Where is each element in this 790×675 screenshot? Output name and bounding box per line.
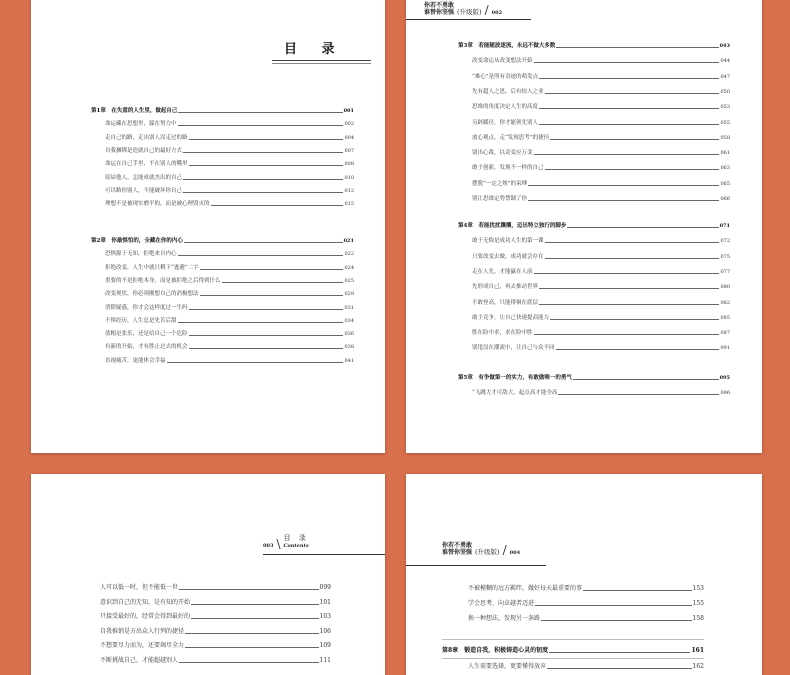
entry-title: 不惧经历，人生总是先苦后甜 xyxy=(105,317,177,324)
running-title-en: Contents xyxy=(283,543,309,549)
page-number: 001 xyxy=(343,108,354,114)
page-number: 015 xyxy=(344,201,354,208)
chapter-entry xyxy=(442,646,704,655)
leader-line xyxy=(178,322,344,323)
leader-line xyxy=(179,662,319,663)
page-number: 080 xyxy=(720,284,730,291)
title-rule xyxy=(272,60,371,61)
entry-title: “飞跳大才可敌大，起点高才能全高 xyxy=(472,390,558,397)
page-number: 022 xyxy=(344,251,354,258)
leader-line xyxy=(528,185,719,186)
toc-entry xyxy=(100,627,331,636)
chapter-title: 第8章 锻造自我，积极铸造心灵的韧度 xyxy=(442,647,549,654)
entry-title: 先形成自己，再去推动世界 xyxy=(472,284,539,291)
page-number: 066 xyxy=(720,196,730,202)
page-number: 061 xyxy=(720,150,730,157)
toc-entry xyxy=(472,300,730,307)
page-number: 065 xyxy=(720,180,730,187)
page-number: 087 xyxy=(720,330,730,337)
entry-title: 自我捆绑是造就自己的最好方式 xyxy=(105,147,183,154)
entry-title: 理想不是被现实磨平的，而是被心理毁灭的 xyxy=(105,201,210,208)
leader-line xyxy=(556,47,718,48)
leader-line xyxy=(583,590,692,591)
entry-divider xyxy=(442,658,704,659)
page-number: 053 xyxy=(720,104,730,111)
page-number: 043 xyxy=(719,43,730,49)
leader-line xyxy=(189,335,344,336)
entry-title: 放心观点，走“发现思考”的捷径 xyxy=(472,134,550,141)
toc-entry xyxy=(472,390,730,397)
page-number: 012 xyxy=(344,187,354,194)
toc-entry xyxy=(472,120,730,127)
entry-title: 先有超人之思，后有惊人之业 xyxy=(472,88,544,95)
leader-line xyxy=(550,319,719,320)
toc-entry xyxy=(105,278,354,285)
leader-line xyxy=(200,295,344,296)
page-number: 036 xyxy=(344,331,354,338)
book-title: 你若不勇敢 谁替你坚强 xyxy=(442,542,473,556)
leader-line xyxy=(539,288,719,289)
entry-title: 蓝帽是张乐，还是给自己一个危险 xyxy=(105,331,188,338)
entry-title: 走在人先，才能赢在人前 xyxy=(472,268,533,275)
leader-line xyxy=(549,652,690,653)
entry-title: 不断挑战自己，才能超越别人 xyxy=(100,656,179,664)
entry-title: 可以略你别人，不能破坏你自己 xyxy=(105,187,183,194)
leader-line xyxy=(556,349,720,350)
entry-title: 只接受最好的，经常会得到最好的 xyxy=(100,613,191,620)
toc-entry xyxy=(105,344,354,351)
leader-line xyxy=(189,139,344,140)
running-header xyxy=(263,533,309,549)
book-title: 你若不勇敢 谁替你坚强 xyxy=(424,2,455,16)
page-number: 055 xyxy=(720,119,730,126)
chapter-title: 第4章 若能扰扰攘攘，迈出特立独行的脚步 xyxy=(458,223,567,229)
leader-line xyxy=(189,165,344,166)
entry-title: 换一种想法，发现另一条路 xyxy=(468,615,541,622)
leader-line xyxy=(534,273,720,274)
entry-title: 敢于竞争，让自己快速提高能力 xyxy=(472,314,550,321)
leader-line xyxy=(178,112,342,113)
leader-line xyxy=(534,154,720,155)
header-slash: \ xyxy=(276,537,281,551)
page-number: 099 xyxy=(319,584,331,591)
page-number: 162 xyxy=(692,663,704,670)
leader-line xyxy=(567,227,718,228)
entry-title: 命运在自己手里，不在别人的嘴里 xyxy=(105,161,188,168)
toc-entry xyxy=(472,58,730,65)
entry-title: 不被模糊的远方羁绊，做好每天最重要的事 xyxy=(468,585,583,592)
leader-line xyxy=(183,179,343,180)
entry-title: 人生需要选择，更要懂得放弃 xyxy=(468,663,547,670)
entry-divider xyxy=(442,639,704,640)
entry-title: 原谅他人，怎能成就杰出的自己 xyxy=(105,174,183,181)
entry-title: 消除疑惑，你才会这样度过一生吗 xyxy=(105,304,188,311)
toc-entry xyxy=(100,583,331,592)
header-line xyxy=(406,19,531,20)
entry-title: 走自己的路，走出别人没走过的路 xyxy=(105,134,188,141)
entry-title: 自我推销是方出众人行列的捷径 xyxy=(100,627,185,635)
chapter-entry xyxy=(458,375,730,382)
running-header xyxy=(442,542,520,556)
page-number: 025 xyxy=(344,277,354,284)
leader-line xyxy=(183,192,343,193)
entry-title: 恐惧源于无知，拒绝来自内心 xyxy=(105,251,177,258)
leader-line xyxy=(573,379,719,380)
leader-line xyxy=(200,269,344,270)
page-number: 158 xyxy=(692,615,704,622)
leader-line xyxy=(539,124,719,125)
leader-line xyxy=(183,152,343,153)
running-header xyxy=(424,2,502,16)
page-number: 155 xyxy=(692,600,704,607)
leader-line xyxy=(528,200,719,201)
page-number: 109 xyxy=(319,642,331,649)
entry-title: 胜在险中求，求在险中胜 xyxy=(472,330,533,337)
toc-entry xyxy=(100,656,331,665)
chapter-title: 第1章 在失意的人生里，做起自己 xyxy=(91,108,178,114)
page-number: 038 xyxy=(344,344,354,351)
toc-entry xyxy=(105,188,354,195)
leader-line xyxy=(539,304,719,305)
entry-title: 别让思维定势禁锢了你 xyxy=(472,196,528,202)
page-number: 031 xyxy=(344,304,354,311)
entry-title: “难心”是所有奇迹的萌发点 xyxy=(472,73,539,80)
entry-title: 学会思考，向卓越者迈进 xyxy=(468,600,535,607)
header-line xyxy=(263,554,385,555)
entry-title: 另辟蹊径，你才能领先别人 xyxy=(472,119,539,126)
toc-entry xyxy=(472,150,730,157)
toc-entry xyxy=(472,74,730,81)
leader-line xyxy=(167,362,344,363)
page-number: 029 xyxy=(344,291,354,298)
toc-entry xyxy=(100,598,331,607)
page-number: 002 xyxy=(491,10,503,16)
page-number: 058 xyxy=(720,134,730,141)
leader-line xyxy=(534,334,720,335)
toc-entry xyxy=(472,89,730,96)
leader-line xyxy=(211,205,344,206)
chapter-entry xyxy=(458,223,730,230)
leader-line xyxy=(189,309,344,310)
page-number: 091 xyxy=(720,345,730,352)
entry-title: 改变现状，你必须刚想自己的消极想法 xyxy=(105,291,199,298)
toc-page-4 xyxy=(406,474,762,675)
toc-entry xyxy=(105,265,354,272)
leader-line xyxy=(178,125,344,126)
page-number: 106 xyxy=(319,627,331,635)
leader-line xyxy=(539,78,719,79)
entry-title: 直视痛苦，更能体会幸福 xyxy=(105,357,166,364)
toc-entry xyxy=(105,148,354,155)
leader-line xyxy=(191,604,319,605)
entry-title: 不敢登高，只能徘徊在底层 xyxy=(472,299,539,306)
toc-entry xyxy=(100,641,331,650)
leader-line xyxy=(545,93,720,94)
page-number: 044 xyxy=(720,58,730,65)
toc-entry xyxy=(472,269,730,276)
entry-title: 敢于创新，发现不一样的自己 xyxy=(472,165,544,172)
toc-entry xyxy=(105,161,354,168)
page-number: 021 xyxy=(343,238,354,244)
page-number: 075 xyxy=(720,253,730,260)
leader-line xyxy=(547,668,692,669)
edition-label: (升级版) xyxy=(475,548,500,556)
page-number: 004 xyxy=(509,550,521,556)
toc-entry xyxy=(472,181,730,188)
page-number: 047 xyxy=(720,73,730,80)
toc-entry xyxy=(105,135,354,142)
page-number: 111 xyxy=(319,656,331,664)
page-number: 085 xyxy=(720,314,730,321)
chapter-title: 第3章 若能随波逐流，永远不做大多数 xyxy=(458,43,556,49)
leader-line xyxy=(179,589,319,590)
toc-entry xyxy=(472,284,730,291)
leader-line xyxy=(185,633,319,634)
toc-entry xyxy=(472,345,730,352)
page-number: 041 xyxy=(344,357,354,364)
header-slash: / xyxy=(484,3,489,17)
page-number: 003 xyxy=(263,543,274,549)
entry-title: 有新的开始，才有胜止过去的机会 xyxy=(105,344,188,351)
leader-line xyxy=(541,620,692,621)
toc-entry xyxy=(105,175,354,182)
page-number: 077 xyxy=(720,268,730,275)
header-line xyxy=(406,565,546,566)
leader-line xyxy=(550,139,719,140)
page-number: 082 xyxy=(720,299,730,306)
leader-line xyxy=(545,242,720,243)
entry-title: 不想要尽力而为，还要竭尽全力 xyxy=(100,642,185,649)
header-slash: / xyxy=(502,543,507,557)
toc-page-1 xyxy=(31,0,385,453)
page-number: 153 xyxy=(692,585,704,592)
toc-entry xyxy=(105,331,354,338)
page-number: 161 xyxy=(691,647,704,654)
leader-line xyxy=(191,618,319,619)
entry-title: 命运藏在思想里，躲在努力中 xyxy=(105,121,177,128)
chapter-entry xyxy=(91,238,354,245)
page-number: 008 xyxy=(344,161,354,168)
toc-entry xyxy=(468,662,704,671)
title-rule xyxy=(272,63,371,64)
chapter-entry xyxy=(91,108,354,115)
entry-title: 重要的不是拒绝本身，而是被拒绝之后得到什么 xyxy=(105,277,221,284)
page-number: 002 xyxy=(344,121,354,128)
entry-title: 别甩没在潮流中，让自己与众不同 xyxy=(472,345,555,352)
toc-entry xyxy=(105,358,354,365)
toc-entry xyxy=(105,305,354,312)
page-number: 010 xyxy=(344,174,354,181)
leader-line xyxy=(539,108,719,109)
toc-entry xyxy=(472,165,730,172)
entry-title: 拒绝改变，人生中就只剩下“逃避”二字 xyxy=(105,264,199,271)
entry-title: 思维的角度决定人生的高度 xyxy=(472,104,539,111)
toc-entry xyxy=(100,612,331,621)
page-number: 007 xyxy=(344,147,354,154)
leader-line xyxy=(534,62,720,63)
toc-entry xyxy=(105,121,354,128)
toc-title: 目 录 xyxy=(284,42,345,57)
page-number: 063 xyxy=(720,165,730,172)
leader-line xyxy=(184,242,343,243)
toc-entry xyxy=(468,584,704,593)
page-number: 101 xyxy=(319,598,331,606)
leader-line xyxy=(545,258,720,259)
toc-entry xyxy=(472,330,730,337)
page-number: 050 xyxy=(720,88,730,95)
leader-line xyxy=(558,394,719,395)
toc-entry xyxy=(105,201,354,208)
toc-entry xyxy=(468,599,704,608)
toc-entry xyxy=(105,251,354,258)
page-number: 096 xyxy=(720,390,730,397)
toc-entry xyxy=(472,254,730,261)
entry-title: 摆脱“一定之规”的束缚 xyxy=(472,180,528,187)
toc-page-2 xyxy=(406,0,762,453)
leader-line xyxy=(535,605,692,606)
running-title: 目 录 xyxy=(283,534,309,542)
leader-line xyxy=(545,169,720,170)
page-number: 072 xyxy=(720,238,730,245)
chapter-title: 第5章 有争做第一的实力，有敢做唯一的勇气 xyxy=(458,375,572,381)
toc-page-3 xyxy=(31,474,385,675)
leader-line xyxy=(178,255,344,256)
leader-line xyxy=(189,348,344,349)
toc-entry xyxy=(468,614,704,623)
toc-entry xyxy=(472,135,730,142)
toc-entry xyxy=(472,238,730,245)
page-number: 034 xyxy=(344,317,354,324)
toc-entry xyxy=(472,104,730,111)
leader-line xyxy=(222,282,344,283)
leader-line xyxy=(185,647,319,648)
page-number: 024 xyxy=(344,264,354,271)
entry-title: 只要改变去做，成功就会存在 xyxy=(472,253,544,260)
entry-title: 敢于无悔是成功人生的第一课 xyxy=(472,238,544,245)
entry-title: 别出心裁，以奇变应万变 xyxy=(472,150,533,157)
page-number: 004 xyxy=(344,134,354,141)
toc-entry xyxy=(105,291,354,298)
page-number: 103 xyxy=(319,613,331,620)
entry-title: 改变命运从改变想法开始 xyxy=(472,58,533,65)
toc-entry xyxy=(105,318,354,325)
toc-entry xyxy=(472,315,730,322)
chapter-entry xyxy=(458,43,730,50)
page-number: 071 xyxy=(719,223,730,229)
page-number: 095 xyxy=(719,375,730,381)
toc-entry xyxy=(472,196,730,203)
chapter-title: 第2章 你最惧怕的，全藏在你的内心 xyxy=(91,238,183,244)
entry-title: 人可以低一时，但不能低一世 xyxy=(100,584,179,591)
edition-label: (升级版) xyxy=(457,8,482,16)
entry-title: 意识到自己的无知，是有知的开始 xyxy=(100,598,191,606)
